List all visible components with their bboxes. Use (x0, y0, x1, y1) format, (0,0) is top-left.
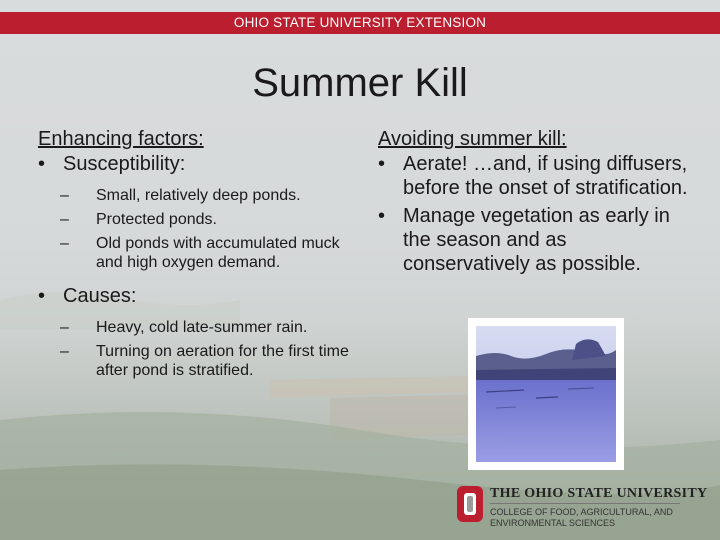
sub-item (38, 186, 358, 205)
left-heading: Enhancing factors: (38, 128, 204, 150)
bullet-text: Causes: (63, 285, 137, 307)
bullet-item (378, 152, 698, 200)
dash-icon: – (60, 211, 69, 228)
bullet-icon: • (378, 205, 386, 227)
dash-icon: – (60, 187, 69, 204)
left-column (38, 127, 358, 385)
bullet-item (38, 152, 358, 176)
group-causes (38, 284, 358, 380)
bullet-item (378, 204, 698, 276)
bullet-icon: • (38, 153, 46, 175)
sub-item-text: Protected ponds. (96, 211, 217, 228)
bullet-icon: • (38, 285, 46, 307)
sub-item-text: Heavy, cold late-summer rain. (96, 319, 308, 336)
sub-item (38, 210, 358, 229)
right-column (378, 127, 698, 276)
university-name: THE OHIO STATE UNIVERSITY (490, 486, 708, 501)
sub-list (38, 318, 358, 380)
dash-icon: – (60, 343, 69, 360)
logo-divider (490, 503, 680, 504)
pond-photo (468, 318, 624, 470)
sub-item-text: Small, relatively deep ponds. (96, 187, 301, 204)
dash-icon: – (60, 235, 69, 252)
college-name: COLLEGE OF FOOD, AGRICULTURAL, AND ENVIRONMENTAL SCIENCES (490, 507, 673, 528)
sub-list (38, 186, 358, 272)
sub-item (38, 342, 358, 380)
bullet-text: Susceptibility: (63, 153, 186, 175)
slide-title: Summer Kill (252, 61, 468, 105)
bullet-item (38, 284, 358, 308)
sub-item (38, 318, 358, 337)
bullet-icon: • (378, 153, 386, 175)
bullet-text: Aerate! …and, if using diffusers, before the onset of stratification. (403, 153, 688, 199)
dash-icon: – (60, 319, 69, 336)
extension-banner: OHIO STATE UNIVERSITY EXTENSION (0, 12, 720, 34)
right-heading: Avoiding summer kill: (378, 128, 567, 150)
sub-item-text: Old ponds with accumulated muck and high oxygen demand. (96, 235, 340, 271)
bullet-text: Manage vegetation as early in the season and as conservatively as possible. (403, 205, 670, 275)
group-susceptibility (38, 152, 358, 272)
sub-item-text: Turning on aeration for the first time after pond is stratified. (96, 343, 349, 379)
pond-image (476, 326, 616, 462)
sub-item (38, 234, 358, 272)
